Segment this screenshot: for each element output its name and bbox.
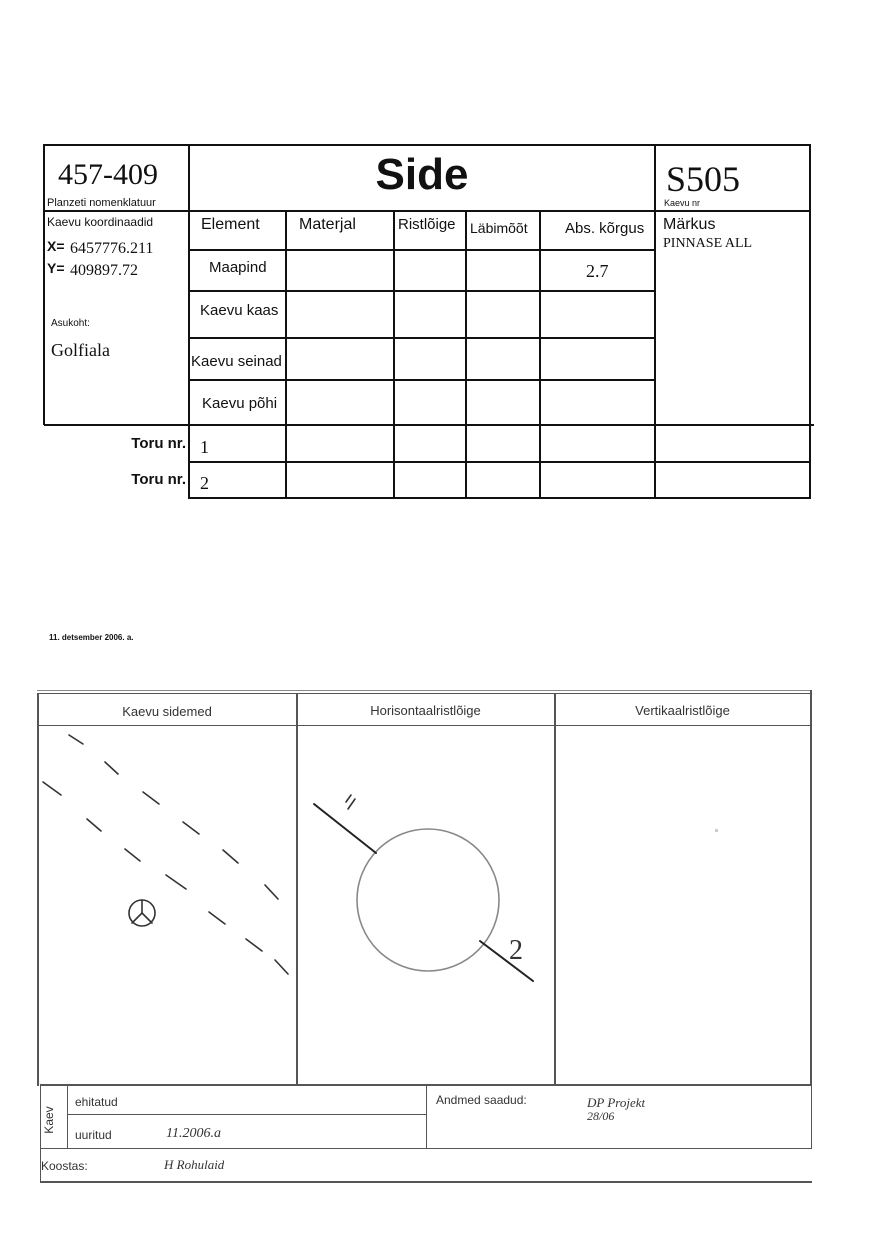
frame-line: [44, 210, 811, 212]
frame-line: [38, 725, 811, 726]
frame-line: [426, 1086, 427, 1149]
frame-line: [809, 144, 811, 499]
planzet-label: Planzeti nomenklatuur: [47, 197, 156, 209]
pipe-number: 1: [200, 437, 209, 457]
remarks-label: Märkus: [663, 216, 716, 233]
row-label-maapind: Maapind: [209, 259, 267, 276]
frame-line: [188, 379, 656, 381]
x-label: X=: [47, 238, 65, 254]
frame-line: [37, 690, 812, 691]
andmed-value: DP Projekt: [587, 1095, 646, 1110]
x-coordinate: 6457776.211: [70, 240, 154, 257]
frame-line: [554, 693, 556, 1086]
y-coordinate: 409897.72: [70, 262, 138, 279]
frame-line: [188, 290, 656, 292]
panel-header-horisontaal: Horisontaalristlõige: [370, 703, 481, 718]
column-header-abs-korgus: Abs. kõrgus: [565, 220, 645, 237]
column-header-labimoot: Läbimõõt: [470, 220, 528, 236]
footer-side-label: Kaev: [42, 1106, 56, 1134]
andmed-date: 28/06: [587, 1109, 615, 1123]
abs-korgus-value: 2.7: [586, 261, 609, 281]
y-label: Y=: [47, 260, 65, 276]
frame-line: [44, 424, 814, 426]
column-header-ristloige: Ristlõige: [398, 216, 456, 233]
pipe-label: Toru nr.: [131, 435, 186, 452]
andmed-label: Andmed saadud:: [436, 1093, 527, 1107]
ehitatud-label: ehitatud: [75, 1095, 118, 1109]
koostas-value: H Rohulaid: [164, 1157, 225, 1172]
location-value: Golfiala: [51, 340, 110, 360]
remarks-value: PINNASE ALL: [663, 236, 753, 251]
location-label: Asukoht:: [51, 318, 90, 329]
faint-mark: [715, 829, 718, 832]
panel-header-vertikaal: Vertikaalristlõige: [635, 703, 730, 718]
pipe-label: Toru nr.: [131, 471, 186, 488]
frame-line: [40, 1181, 812, 1183]
frame-line: [188, 249, 656, 251]
row-label-kaevu-seinad: Kaevu seinad: [191, 353, 282, 370]
document-date: 11. detsember 2006. a.: [49, 633, 134, 642]
planzet-number: 457-409: [58, 158, 158, 191]
frame-line: [810, 690, 812, 1086]
uuritud-label: uuritud: [75, 1128, 112, 1142]
koostas-label: Koostas:: [41, 1159, 88, 1173]
frame-line: [811, 1086, 812, 1149]
frame-line: [188, 337, 656, 339]
connections-sketch: [39, 727, 296, 1083]
frame-line: [43, 144, 45, 425]
uuritud-value: 11.2006.a: [166, 1126, 221, 1141]
frame-line: [44, 144, 811, 146]
pipe-number: 2: [200, 473, 209, 493]
frame-line: [188, 497, 811, 499]
panel-header-sidemed: Kaevu sidemed: [122, 704, 212, 719]
frame-line: [539, 211, 541, 499]
row-label-kaevu-kaas: Kaevu kaas: [200, 302, 279, 319]
frame-line: [393, 211, 395, 499]
column-header-element: Element: [201, 216, 260, 233]
frame-line: [465, 211, 467, 499]
well-number-label: Kaevu nr: [664, 198, 701, 208]
frame-line: [67, 1086, 68, 1149]
frame-line: [188, 461, 811, 463]
coords-label: Kaevu koordinaadid: [47, 215, 154, 229]
pipe-2-label: 2: [509, 935, 523, 966]
page-title: Side: [375, 150, 469, 199]
frame-line: [37, 693, 812, 694]
row-label-kaevu-pohi: Kaevu põhi: [202, 395, 278, 412]
column-header-materjal: Materjal: [299, 216, 356, 233]
well-number: S505: [666, 159, 741, 199]
horizontal-section-sketch: [298, 727, 554, 1083]
frame-line: [67, 1114, 427, 1115]
